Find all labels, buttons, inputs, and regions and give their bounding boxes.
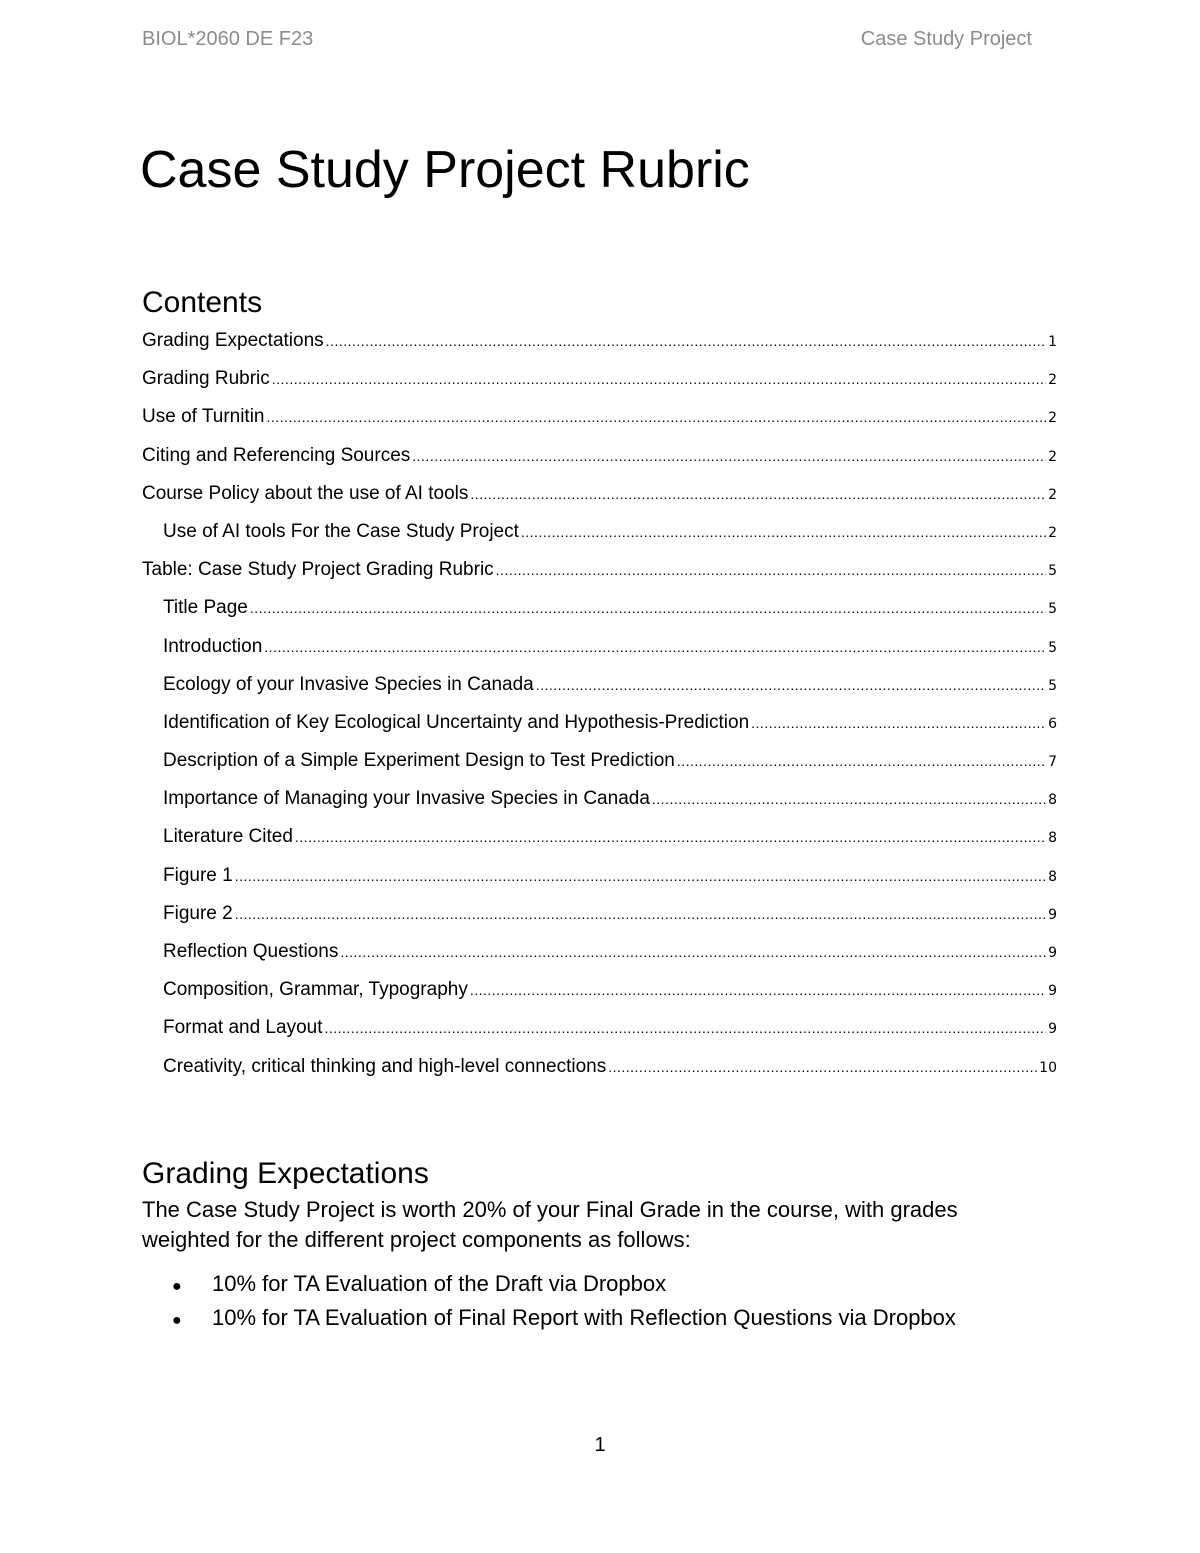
toc-entry-label: Importance of Managing your Invasive Species in Canada <box>163 788 650 810</box>
toc-entry-label: Citing and Referencing Sources <box>142 444 411 466</box>
toc-entry-label: Composition, Grammar, Typography <box>163 979 468 1001</box>
toc-entry[interactable] <box>142 518 1057 556</box>
toc-entry-page: 2 <box>1048 486 1057 503</box>
toc-dot-leader <box>608 1053 1037 1081</box>
toc-dot-leader <box>521 518 1046 546</box>
toc-entry-label: Literature Cited <box>163 826 293 848</box>
list-item <box>142 1268 956 1302</box>
toc-entry-label: Figure 1 <box>163 864 233 886</box>
toc-entry-label: Figure 2 <box>163 902 233 924</box>
toc-dot-leader <box>652 785 1046 813</box>
toc-dot-leader <box>250 594 1046 622</box>
toc-dot-leader <box>536 671 1046 699</box>
toc-dot-leader <box>272 365 1046 393</box>
table-of-contents <box>142 327 1057 1091</box>
toc-entry-label: Description of a Simple Experiment Design to Test Prediction <box>163 750 675 772</box>
toc-entry-page: 7 <box>1048 754 1057 771</box>
toc-dot-leader <box>326 327 1046 355</box>
toc-dot-leader <box>235 862 1046 890</box>
toc-dot-leader <box>235 900 1046 928</box>
toc-entry-page: 2 <box>1048 410 1057 427</box>
toc-entry-page: 2 <box>1048 448 1057 465</box>
toc-entry-page: 8 <box>1048 830 1057 847</box>
toc-entry-page: 8 <box>1048 792 1057 809</box>
toc-dot-leader <box>496 556 1046 584</box>
toc-entry-page: 9 <box>1048 983 1057 1000</box>
toc-entry[interactable] <box>142 1014 1057 1052</box>
toc-entry-page: 1 <box>1048 334 1057 350</box>
toc-entry[interactable] <box>142 785 1057 823</box>
toc-entry-label: Grading Expectations <box>142 330 324 351</box>
list-item <box>142 1302 956 1336</box>
toc-entry[interactable] <box>142 480 1057 518</box>
toc-entry[interactable] <box>142 671 1057 709</box>
toc-entry[interactable] <box>142 365 1057 403</box>
toc-dot-leader <box>470 480 1046 508</box>
document-title: Case Study Project Rubric <box>140 141 750 199</box>
toc-entry[interactable] <box>142 862 1057 900</box>
toc-entry-label: Ecology of your Invasive Species in Canada <box>163 673 534 695</box>
toc-entry-page: 5 <box>1048 563 1057 580</box>
bullet-icon: ● <box>172 1312 182 1329</box>
grading-expectations-paragraph: The Case Study Project is worth 20% of your Final Grade in the course, with grades weighted for the different project components as follows: <box>142 1197 958 1252</box>
running-header-course: BIOL*2060 DE F23 <box>142 28 314 50</box>
bullet-text: 10% for TA Evaluation of Final Report with Reflection Questions via Dropbox <box>212 1305 956 1330</box>
toc-entry-page: 9 <box>1048 1021 1057 1038</box>
toc-entry[interactable] <box>142 976 1057 1014</box>
toc-entry-page: 9 <box>1048 906 1057 923</box>
toc-entry[interactable] <box>142 442 1057 480</box>
toc-entry[interactable] <box>142 556 1057 594</box>
toc-entry[interactable] <box>142 938 1057 976</box>
toc-entry-label: Use of Turnitin <box>142 406 265 428</box>
section-heading-grading-expectations: Grading Expectations <box>142 1157 429 1190</box>
toc-entry-page: 8 <box>1048 868 1057 885</box>
toc-entry-page: 5 <box>1048 677 1057 694</box>
grading-weights-list <box>142 1268 956 1336</box>
toc-entry-page: 5 <box>1048 601 1057 618</box>
toc-dot-leader <box>340 938 1046 966</box>
toc-entry-label: Introduction <box>163 635 263 657</box>
toc-entry-label: Format and Layout <box>163 1017 323 1039</box>
toc-entry[interactable] <box>142 403 1057 441</box>
toc-dot-leader <box>412 442 1046 470</box>
toc-entry[interactable] <box>142 327 1057 365</box>
toc-entry-label: Grading Rubric <box>142 368 270 390</box>
page-number: 1 <box>594 1434 606 1456</box>
toc-entry-label: Course Policy about the use of AI tools <box>142 482 469 504</box>
toc-entry-page: 9 <box>1048 945 1057 961</box>
toc-entry-label: Reflection Questions <box>163 941 339 962</box>
toc-entry[interactable] <box>142 1053 1057 1091</box>
toc-entry[interactable] <box>142 709 1057 747</box>
toc-entry-label: Table: Case Study Project Grading Rubric <box>142 559 494 581</box>
toc-dot-leader <box>295 823 1046 851</box>
running-header-title: Case Study Project <box>860 28 1032 50</box>
toc-entry[interactable] <box>142 594 1057 632</box>
toc-entry[interactable] <box>142 823 1057 861</box>
toc-dot-leader <box>470 976 1046 1004</box>
toc-heading: Contents <box>142 286 263 319</box>
toc-entry[interactable] <box>142 900 1057 938</box>
toc-entry-page: 10 <box>1039 1059 1057 1076</box>
toc-dot-leader <box>677 747 1046 775</box>
toc-dot-leader <box>264 633 1046 661</box>
toc-entry-label: Title Page <box>163 597 248 619</box>
toc-dot-leader <box>324 1014 1046 1042</box>
toc-entry-label: Identification of Key Ecological Uncertainty and Hypothesis-Prediction <box>163 711 750 733</box>
toc-entry-page: 5 <box>1048 639 1057 656</box>
bullet-icon: ● <box>172 1278 182 1295</box>
toc-dot-leader <box>267 403 1047 431</box>
bullet-text: 10% for TA Evaluation of the Draft via Dropbox <box>212 1271 667 1296</box>
toc-entry[interactable] <box>142 747 1057 785</box>
toc-entry[interactable] <box>142 633 1057 671</box>
toc-entry-page: 2 <box>1048 524 1057 541</box>
toc-entry-page: 2 <box>1048 372 1057 389</box>
toc-dot-leader <box>751 709 1046 737</box>
toc-entry-label: Creativity, critical thinking and high-level connections <box>163 1055 607 1077</box>
toc-entry-page: 6 <box>1048 715 1057 732</box>
toc-entry-label: Use of AI tools For the Case Study Project <box>163 520 519 542</box>
